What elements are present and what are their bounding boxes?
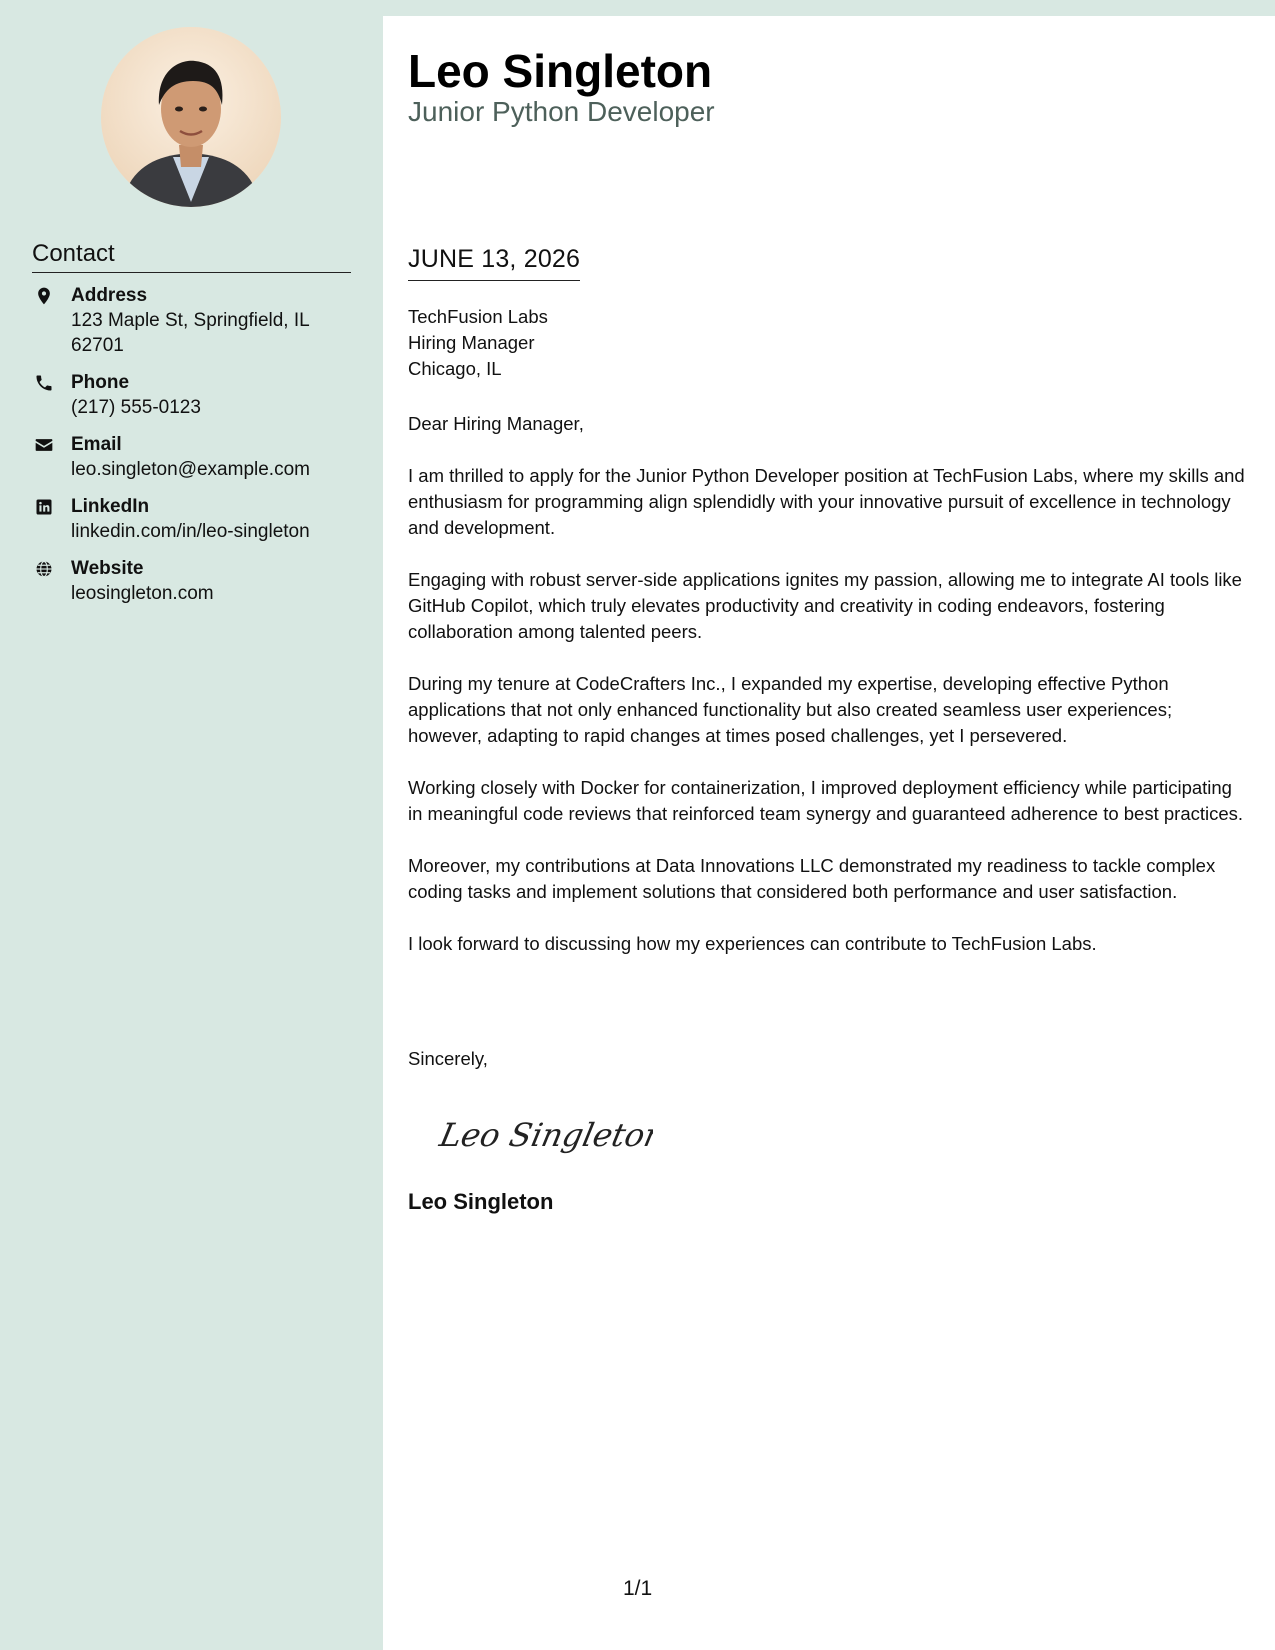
linkedin-link[interactable]: linkedin.com/in/leo-singleton (71, 521, 310, 542)
applicant-name: Leo Singleton (408, 45, 713, 97)
paragraph: I look forward to discussing how my experiences can contribute to TechFusion Labs. (408, 933, 1097, 954)
paragraph: Engaging with robust server-side applications ignites my passion, allowing me to integrate AI tools like GitHub Copilot, which truly elevates productivity and creativity in coding endeavors, fostering collaboration among talented peers. (408, 569, 1242, 642)
website-link[interactable]: leosingleton.com (71, 583, 214, 604)
contact-label: Address (71, 285, 148, 306)
envelope-icon (34, 435, 54, 455)
contact-item-phone (32, 371, 362, 420)
contact-heading: Contact (32, 240, 351, 273)
address-value: 123 Maple St, Springfield, IL 62701 (71, 310, 309, 356)
contact-label: Email (71, 434, 122, 455)
contact-item-linkedin (32, 495, 362, 544)
sidebar (0, 0, 383, 1650)
paragraph: I am thrilled to apply for the Junior Python Developer position at TechFusion Labs, where my skills and enthusiasm for programming align splendidly with your innovative pursuit of excellence in technology and development. (408, 465, 1245, 538)
linkedin-icon (34, 497, 54, 517)
page-number: 1/1 (623, 1577, 653, 1600)
salutation: Dear Hiring Manager, (408, 413, 584, 434)
profile-photo (101, 27, 281, 207)
letter-main (383, 16, 1275, 1650)
letter-body (408, 304, 1248, 957)
globe-icon (34, 559, 54, 579)
recipient-block (408, 304, 1248, 382)
paragraph: During my tenure at CodeCrafters Inc., I expanded my expertise, developing effective Python applications that not only enhanced functionality but also created seamless user experiences; however, adapting to rapid changes at times posed challenges, yet I persevered. (408, 673, 1173, 746)
email-link[interactable]: leo.singleton@example.com (71, 459, 310, 480)
paragraph: Working closely with Docker for containerization, I improved deployment efficiency while participating in meaningful code reviews that reinforced team synergy and guaranteed adherence to best practices. (408, 777, 1244, 824)
contact-item-website (32, 557, 362, 606)
paragraph: Moreover, my contributions at Data Innovations LLC demonstrated my readiness to tackle complex coding tasks and implement solutions that considered both performance and user satisfaction. (408, 855, 1216, 902)
applicant-title: Junior Python Developer (408, 96, 715, 127)
recipient-location: Chicago, IL (408, 358, 502, 379)
contact-list (32, 284, 362, 619)
contact-item-email (32, 433, 362, 482)
map-pin-icon (34, 286, 54, 306)
phone-value: (217) 555-0123 (71, 397, 201, 418)
recipient-role: Hiring Manager (408, 332, 535, 353)
phone-icon (34, 373, 54, 393)
recipient-company: TechFusion Labs (408, 306, 548, 327)
letter-date: JUNE 13, 2026 (408, 243, 580, 281)
signature (433, 1104, 653, 1164)
closing: Sincerely, (408, 1048, 488, 1069)
contact-item-address (32, 284, 362, 358)
signature-text: Leo Singleton (436, 1116, 653, 1154)
contact-label: Phone (71, 372, 130, 393)
contact-label: LinkedIn (71, 496, 150, 517)
signed-name: Leo Singleton (408, 1189, 554, 1214)
contact-label: Website (71, 558, 144, 579)
